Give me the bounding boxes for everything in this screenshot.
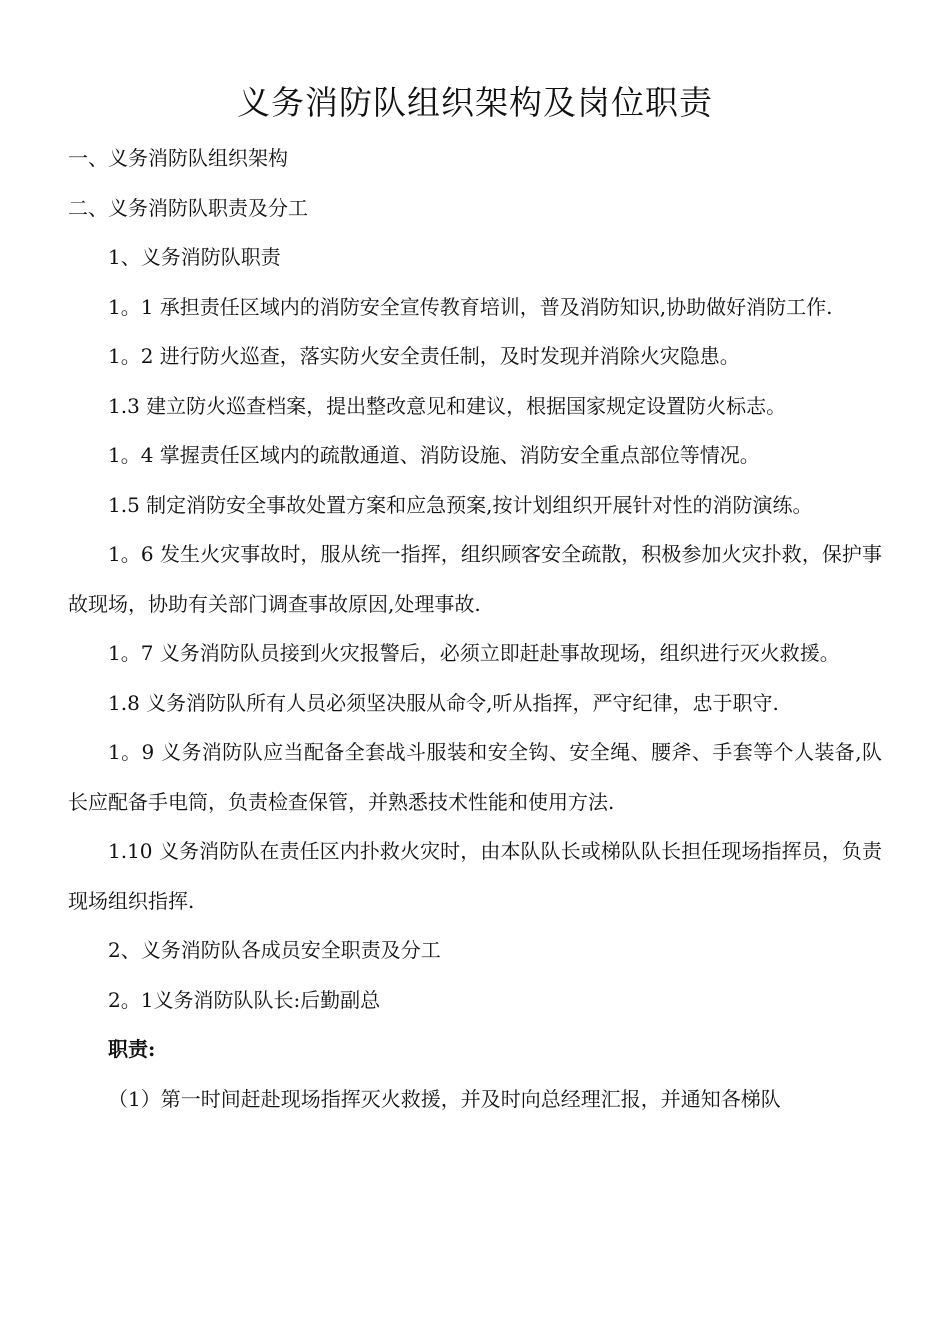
leader-duty-item-1: （1）第一时间赶赴现场指挥灭火救援，并及时向总经理汇报，并通知各梯队 [108,1086,781,1111]
duty-item-1-7: 1。7 义务消防队员接到火灾报警后，必须立即赶赴事故现场，组织进行灭火救援。 [108,641,840,665]
duty-item-1-4: 1。4 掌握责任区域内的疏散通道、消防设施、消防安全重点部位等情况。 [108,443,760,467]
role-heading-team-leader: 2。1义务消防队队长:后勤副总 [108,987,381,1012]
subsection-heading-team-duties: 1、义务消防队职责 [108,245,281,269]
duty-item-1-8: 1.8 义务消防队所有人员必须坚决服从命令,听从指挥，严守纪律，忠于职守. [108,690,779,715]
subsection-heading-member-duties: 2、义务消防队各成员安全职责及分工 [108,938,441,962]
document-title: 义务消防队组织架构及岗位职责 [237,83,713,122]
duty-item-1-1: 1。1 承担责任区域内的消防安全宣传教育培训，普及消防知识,协助做好消防工作. [108,294,833,319]
document-body [68,134,882,1124]
duty-item-1-10: 1.10 义务消防队在责任区内扑救火灾时，由本队队长或梯队队长担任现场指挥员，负责现场组织指挥. [68,839,882,913]
section-heading-duties-division: 二、义务消防队职责及分工 [68,195,308,220]
duties-label: 职责: [108,1037,156,1061]
duty-item-1-3: 1.3 建立防火巡查档案，提出整改意见和建议，根据国家规定设置防火标志。 [108,393,787,418]
duty-item-1-6: 1。6 发生火灾事故时，服从统一指挥，组织顾客安全疏散，积极参加火灾扑救，保护事故现场，协助有关部门调查事故原因,处理事故. [68,542,882,616]
duty-item-1-2: 1。2 进行防火巡查，落实防火安全责任制，及时发现并消除火灾隐患。 [108,344,740,368]
section-heading-org-structure: 一、义务消防队组织架构 [68,146,288,170]
duty-item-1-9: 1。9 义务消防队应当配备全套战斗服装和安全钩、安全绳、腰斧、手套等个人装备,队长应配备手电筒，负责检查保管，并熟悉技术性能和使用方法. [68,740,882,814]
duty-item-1-5: 1.5 制定消防安全事故处置方案和应急预案,按计划组织开展针对性的消防演练。 [108,492,813,517]
